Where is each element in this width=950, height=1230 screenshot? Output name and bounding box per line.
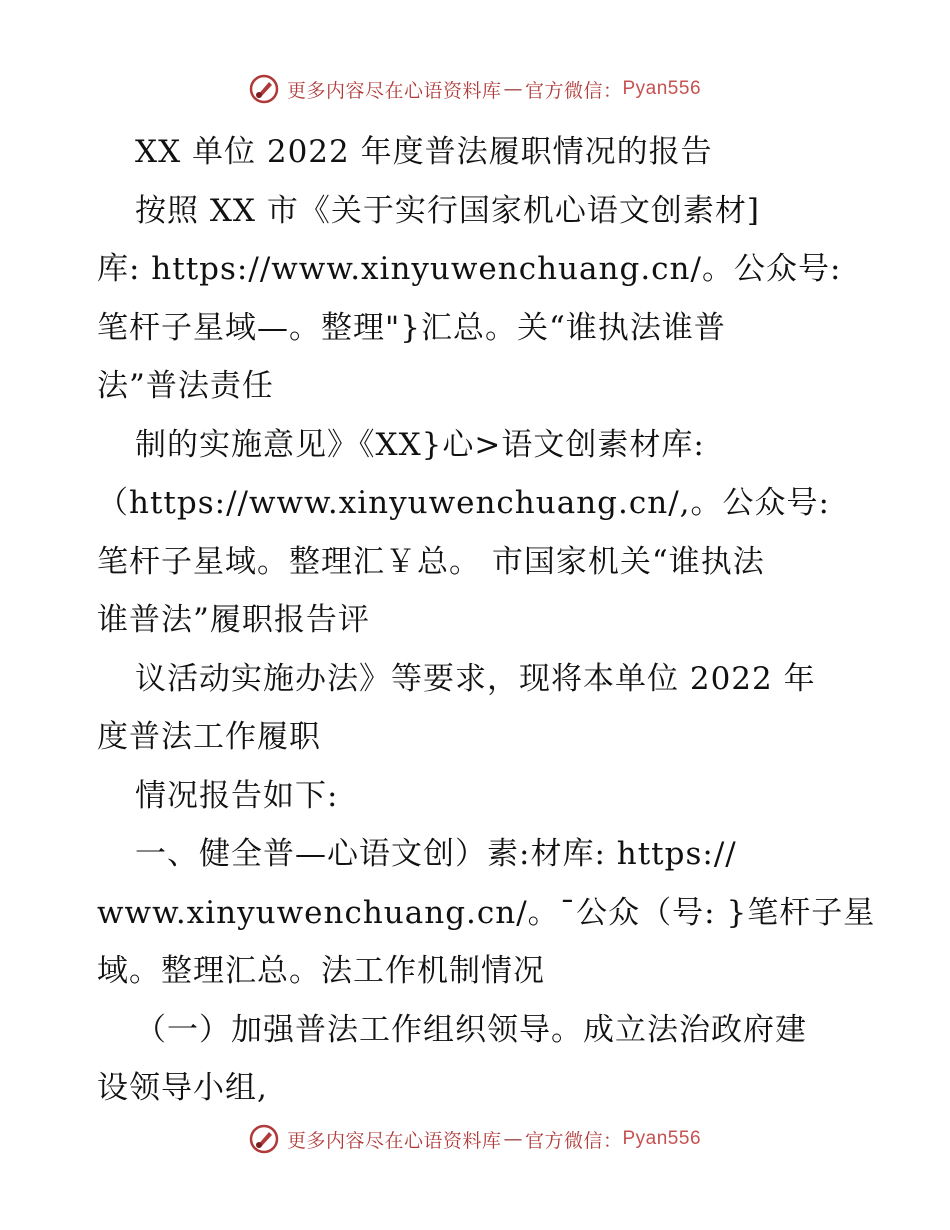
document-line: 议活动实施办法》等要求，现将本单位 2022 年 [135,660,816,697]
banner-wechat-label: 官方微信： [524,79,623,102]
banner-wechat-id: Pyan556 [622,78,702,99]
document-line: 法”普法责任 [97,368,274,404]
document-line: 设领导小组, [97,1070,268,1106]
banner-wechat-id: Pyan556 [622,1128,702,1149]
banner-text: 更多内容尽在心语资料库 [286,79,502,102]
document-line: 制的实施意见》《XX}心>语文创素材库: [135,426,705,463]
banner-text: 更多内容尽在心语资料库 [286,1129,502,1152]
brush-logo-icon [249,1124,279,1154]
document-line: XX 单位 2022 年度普法履职情况的报告 [135,134,713,170]
brush-logo-icon [249,74,279,104]
document-line: 谁普法”履职报告评 [97,602,370,638]
document-line: （一）加强普法工作组织领导。成立法治政府建 [135,1011,807,1048]
footer-banner [0,1124,950,1154]
document-line: 笔杆子星域。整理汇￥总。 市国家机关“谁执法 [97,543,765,580]
document-line: （https://www.xinyuwenchuang.cn/,。公众号: [97,485,830,521]
banner-dash: — [503,78,523,100]
document-line: 按照 XX 市《关于实行国家机心语文创素材] [135,192,760,229]
banner-wechat-label: 官方微信： [524,1129,623,1152]
document-line: 域。整理汇总。法工作机制情况 [97,953,545,989]
document-line: 库: https://www.xinyuwenchuang.cn/。公众号: [97,251,842,287]
banner-dash: — [503,1128,523,1150]
document-line: 情况报告如下: [135,777,339,814]
document-body [97,123,876,1118]
document-line: www.xinyuwenchuang.cn/。¯公众（号: }笔杆子星 [97,894,876,931]
document-line: 度普法工作履职 [97,719,321,755]
document-line: 笔杆子星域—。整理"}汇总。关“谁执法谁普 [97,309,726,346]
header-banner [0,74,950,104]
document-line: 一、健全普—心语文创）素:材库: https:// [135,836,737,872]
